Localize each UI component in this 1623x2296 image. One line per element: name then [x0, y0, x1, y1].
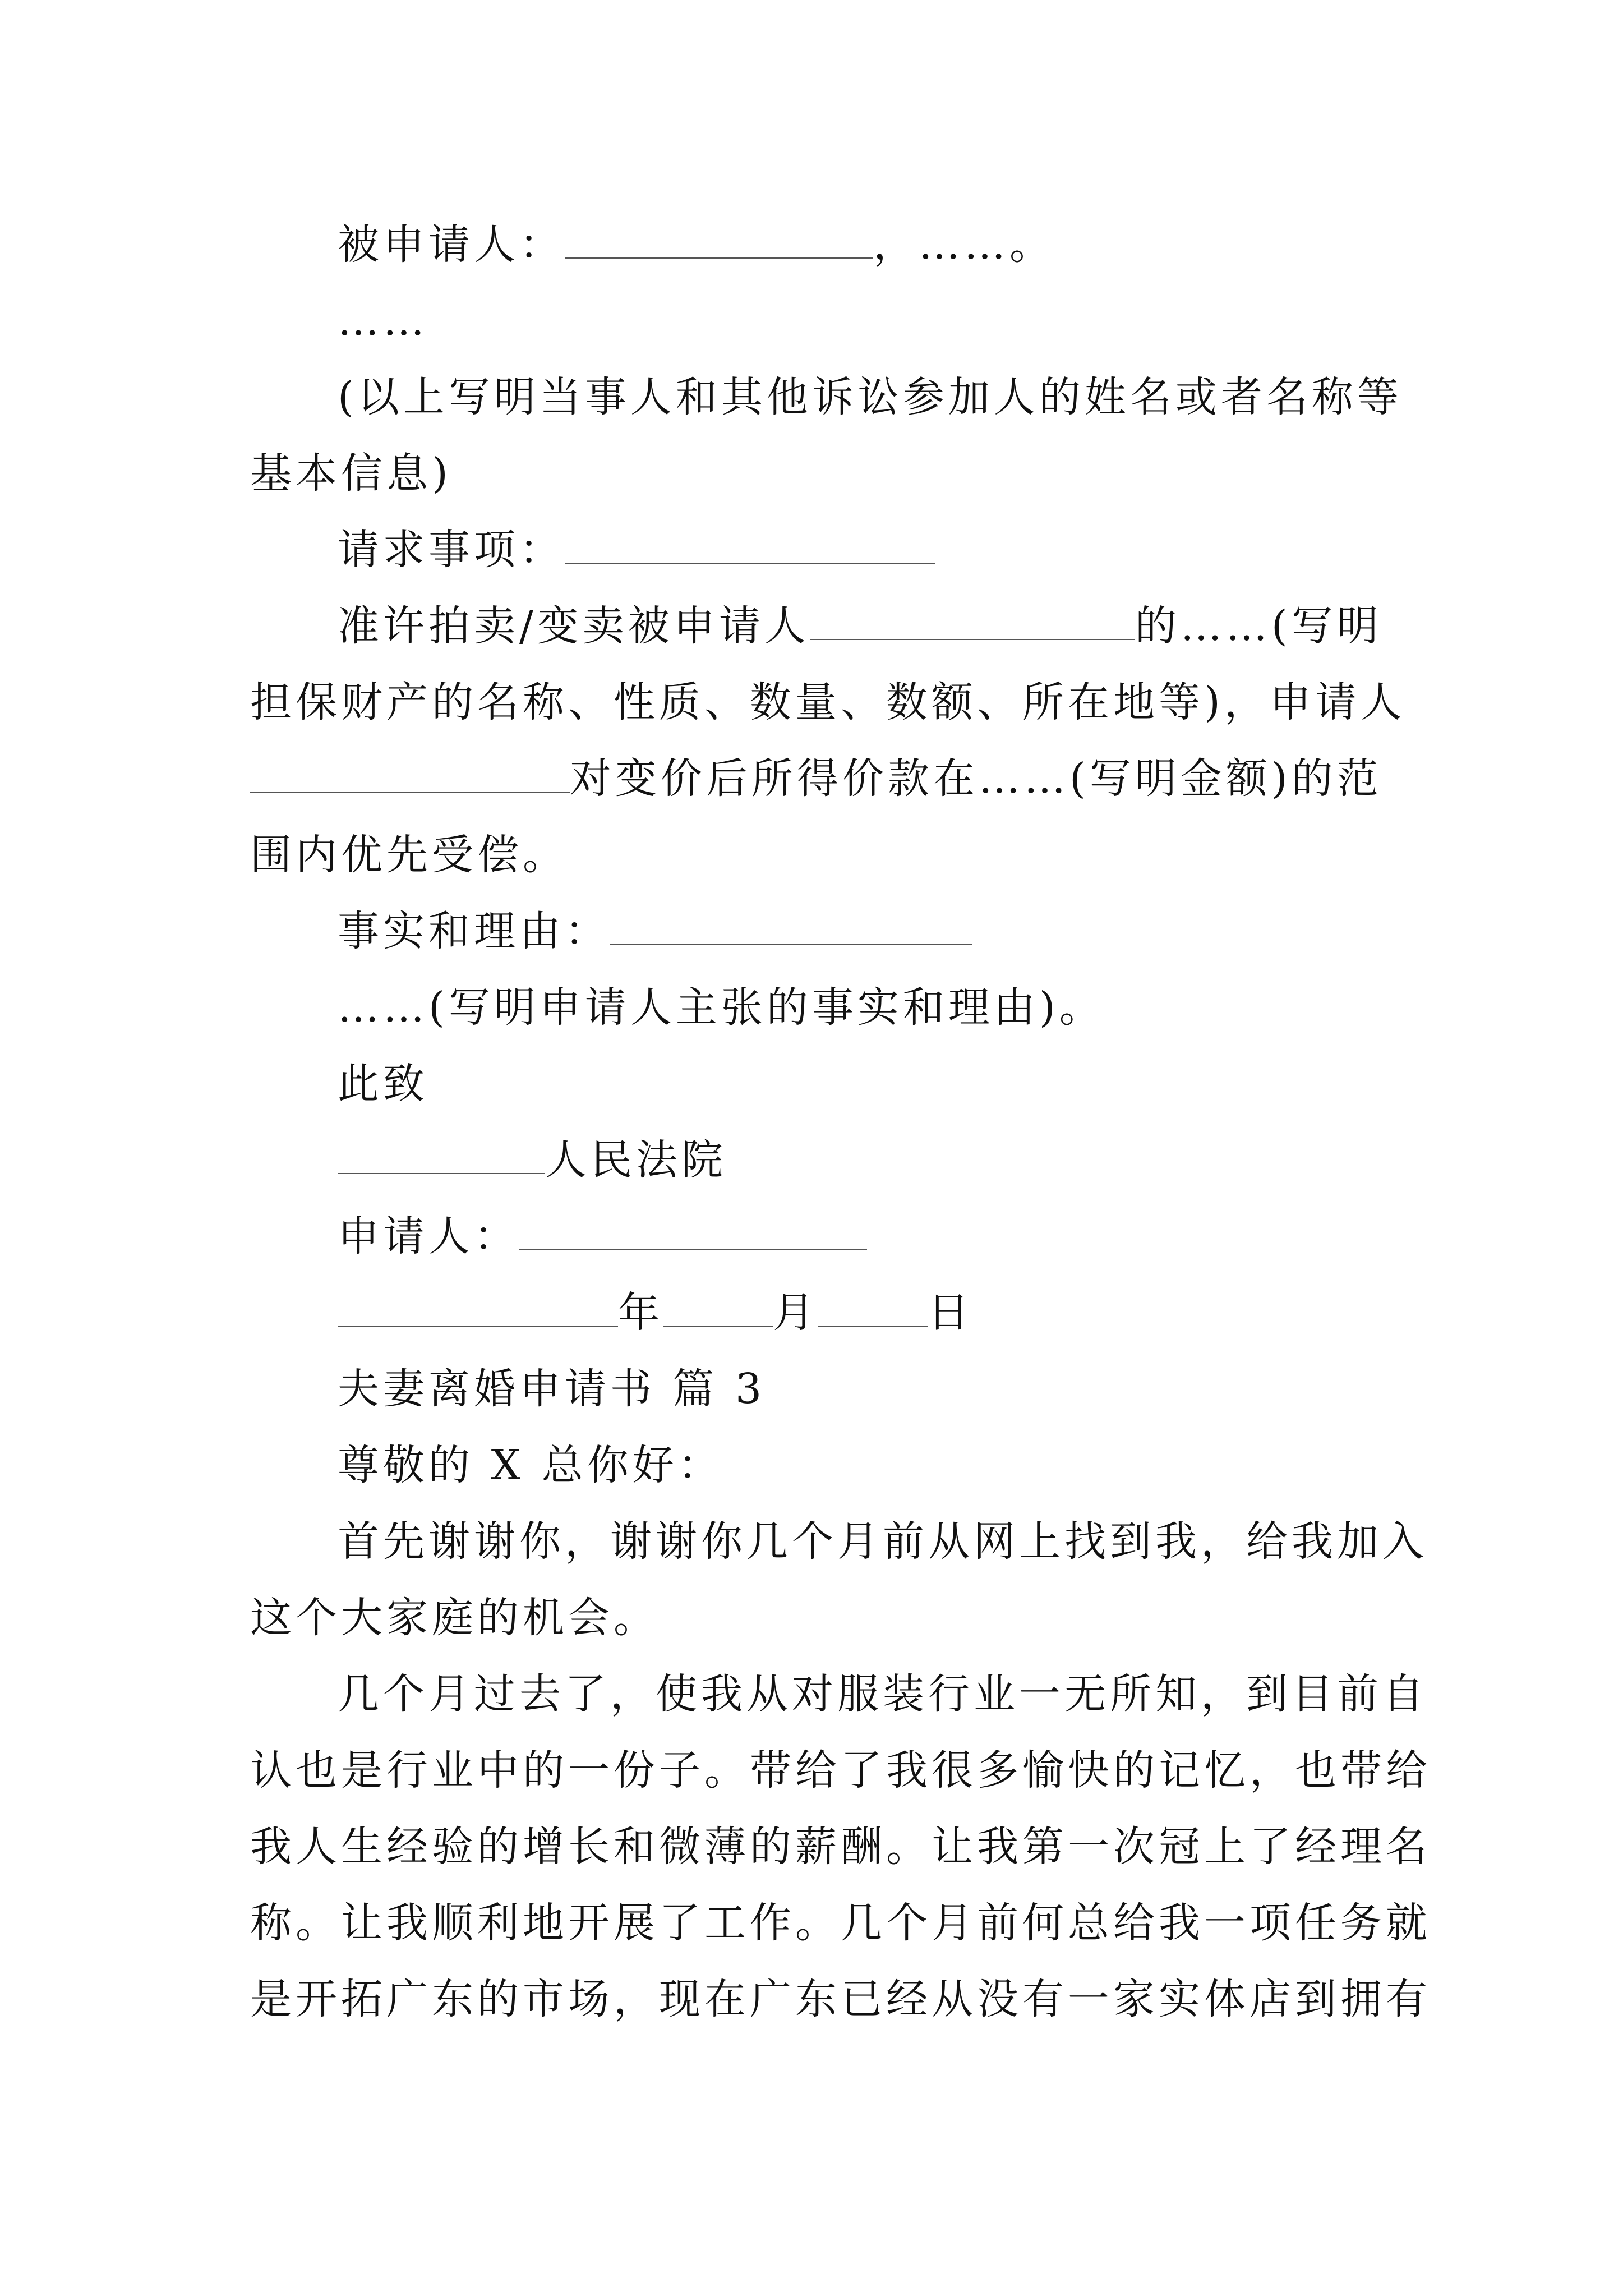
- ellipsis-line: [338, 293, 1383, 349]
- section-title: [338, 1361, 1383, 1417]
- salutation-line: [338, 1056, 1383, 1112]
- paragraph-text: 准许拍卖/变卖被申请人: [338, 602, 810, 650]
- paragraph-line: [338, 1666, 1428, 1722]
- paragraph-line: [250, 751, 1383, 807]
- paragraph-text: 是开拓广东的市场，现在广东已经从没有一家实体店到拥有: [250, 1975, 1431, 2023]
- paragraph-text: 称。让我顺利地开展了工作。几个月前何总给我一项任务就: [250, 1899, 1431, 1947]
- respondent-blank: [565, 220, 873, 259]
- paragraph-text: 围内优先受偿。: [250, 831, 568, 879]
- paragraph-line: [250, 1742, 1431, 1798]
- paragraph-line: [338, 598, 1383, 654]
- paragraph-text: 我人生经验的增长和微薄的薪酬。让我第一次冠上了经理名: [250, 1823, 1431, 1871]
- paragraph-text: 对变价后所得价款在……(写明金额)的范: [570, 754, 1382, 803]
- request-line: [338, 522, 1383, 578]
- year-label: 年: [618, 1289, 663, 1337]
- paragraph-text: (以上写明当事人和其他诉讼参加人的姓名或者名称等: [338, 373, 1403, 421]
- year-blank: [338, 1289, 618, 1327]
- paragraph-line: [250, 1895, 1431, 1951]
- day-blank: [818, 1289, 928, 1327]
- paragraph-text: ……(写明申请人主张的事实和理由)。: [338, 983, 1105, 1032]
- paragraph-text: 担保财产的名称、性质、数量、数额、所在地等)，申请人: [250, 678, 1406, 726]
- facts-blank: [610, 907, 972, 945]
- paragraph-text: 基本信息): [250, 449, 452, 498]
- paragraph-line: [250, 827, 1383, 883]
- paragraph-line: [250, 1819, 1431, 1875]
- paragraph-line: [250, 445, 1383, 501]
- day-label: 日: [928, 1289, 973, 1337]
- respondent-name-blank: [810, 602, 1135, 640]
- applicant-blank: [519, 1212, 867, 1250]
- paragraph-line: [338, 979, 1383, 1036]
- respondent-line: [338, 217, 1383, 273]
- court-name-blank: [338, 1136, 545, 1174]
- month-label: 月: [773, 1289, 818, 1337]
- month-blank: [663, 1289, 773, 1327]
- paragraph-text: 的……(写明: [1135, 602, 1382, 650]
- paragraph-line: [250, 674, 1406, 730]
- paragraph-text: 几个月过去了，使我从对服装行业一无所知，到目前自: [338, 1670, 1428, 1718]
- salutation-text: 此致: [338, 1060, 428, 1108]
- paragraph-line: [250, 1590, 1383, 1646]
- court-text: 人民法院: [545, 1136, 727, 1184]
- applicant-label: 申请人：: [338, 1212, 519, 1260]
- letter-greeting: [338, 1437, 1383, 1493]
- date-line: [338, 1285, 1383, 1341]
- section-title-text: 夫妻离婚申请书 篇 3: [338, 1365, 766, 1413]
- paragraph-text: 认也是行业中的一份子。带给了我很多愉快的记忆，也带给: [250, 1746, 1431, 1795]
- ellipsis-text: ……: [338, 297, 428, 345]
- paragraph-text: 这个大家庭的机会。: [250, 1594, 659, 1642]
- facts-line: [338, 903, 1383, 959]
- greeting-text: 尊敬的 X 总你好：: [338, 1441, 723, 1489]
- court-line: [338, 1132, 1383, 1188]
- respondent-suffix: ，……。: [873, 220, 1055, 269]
- request-label: 请求事项：: [338, 526, 565, 574]
- applicant-line: [338, 1208, 1383, 1264]
- paragraph-text: 首先谢谢你，谢谢你几个月前从网上找到我，给我加入: [338, 1517, 1428, 1566]
- paragraph-line: [338, 369, 1403, 425]
- facts-label: 事实和理由：: [338, 907, 610, 955]
- paragraph-line: [338, 1513, 1428, 1570]
- respondent-label: 被申请人：: [338, 220, 565, 269]
- applicant-name-blank: [250, 754, 570, 793]
- paragraph-line: [250, 1971, 1431, 2027]
- request-blank: [565, 526, 935, 564]
